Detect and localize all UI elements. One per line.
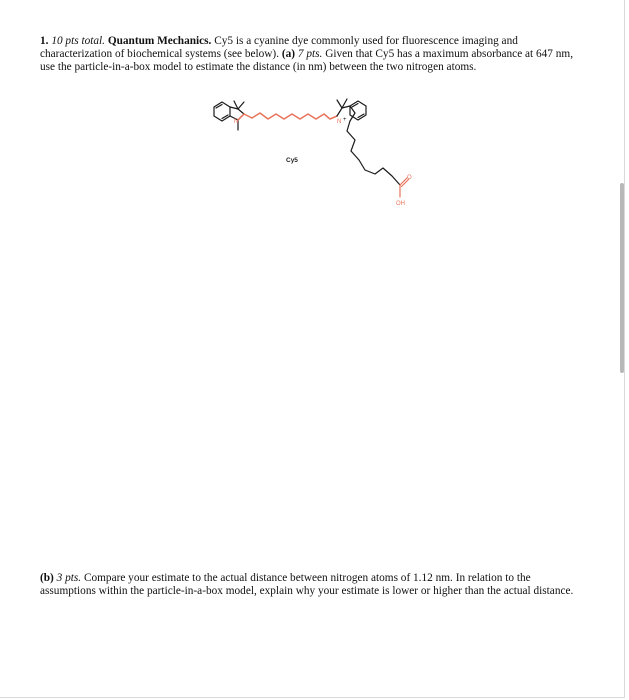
part-b-text: Compare your estimate to the actual distance between nitrogen atoms of 1.12 nm. In relation to the assumptions within the particle-in-a-box model, explain why your estimate is lower or higher than the actual distance.	[40, 572, 574, 597]
carboxylic-linker-chain	[347, 121, 400, 185]
part-a-text: Given that Cy5 has a maximum absorbance at 647 nm, use the particle-in-a-box model to estimate the distance (in nm) between the two nitrogen atoms.	[40, 48, 574, 73]
cy5-structure-diagram	[200, 88, 430, 223]
part-b-points: 3 pts.	[56, 572, 82, 584]
part-a-points: 7 pts.	[297, 48, 323, 60]
oxygen-label: O	[407, 175, 412, 181]
question-1	[40, 35, 588, 74]
question-1b	[40, 572, 588, 598]
question-number: 1.	[40, 35, 49, 47]
question-points: 10 pts total.	[51, 35, 105, 47]
part-b-label: (b)	[40, 572, 54, 584]
vertical-scrollbar[interactable]	[620, 183, 624, 373]
question-topic: Quantum Mechanics.	[107, 35, 212, 47]
charge-label: +	[343, 117, 347, 123]
cy5-structure-figure	[200, 88, 430, 223]
nitrogen-left-label: N	[234, 119, 239, 125]
polymethine-chain	[238, 113, 337, 120]
nitrogen-right-label: N	[337, 119, 342, 125]
figure-label: Cy5	[286, 157, 298, 164]
part-a-label: (a)	[281, 48, 296, 60]
hydroxyl-label: OH	[396, 201, 405, 207]
question-intro-text: Cy5 is a cyanine dye commonly used for fluorescence imaging and characterization of biochemical systems (see below).	[40, 35, 518, 60]
